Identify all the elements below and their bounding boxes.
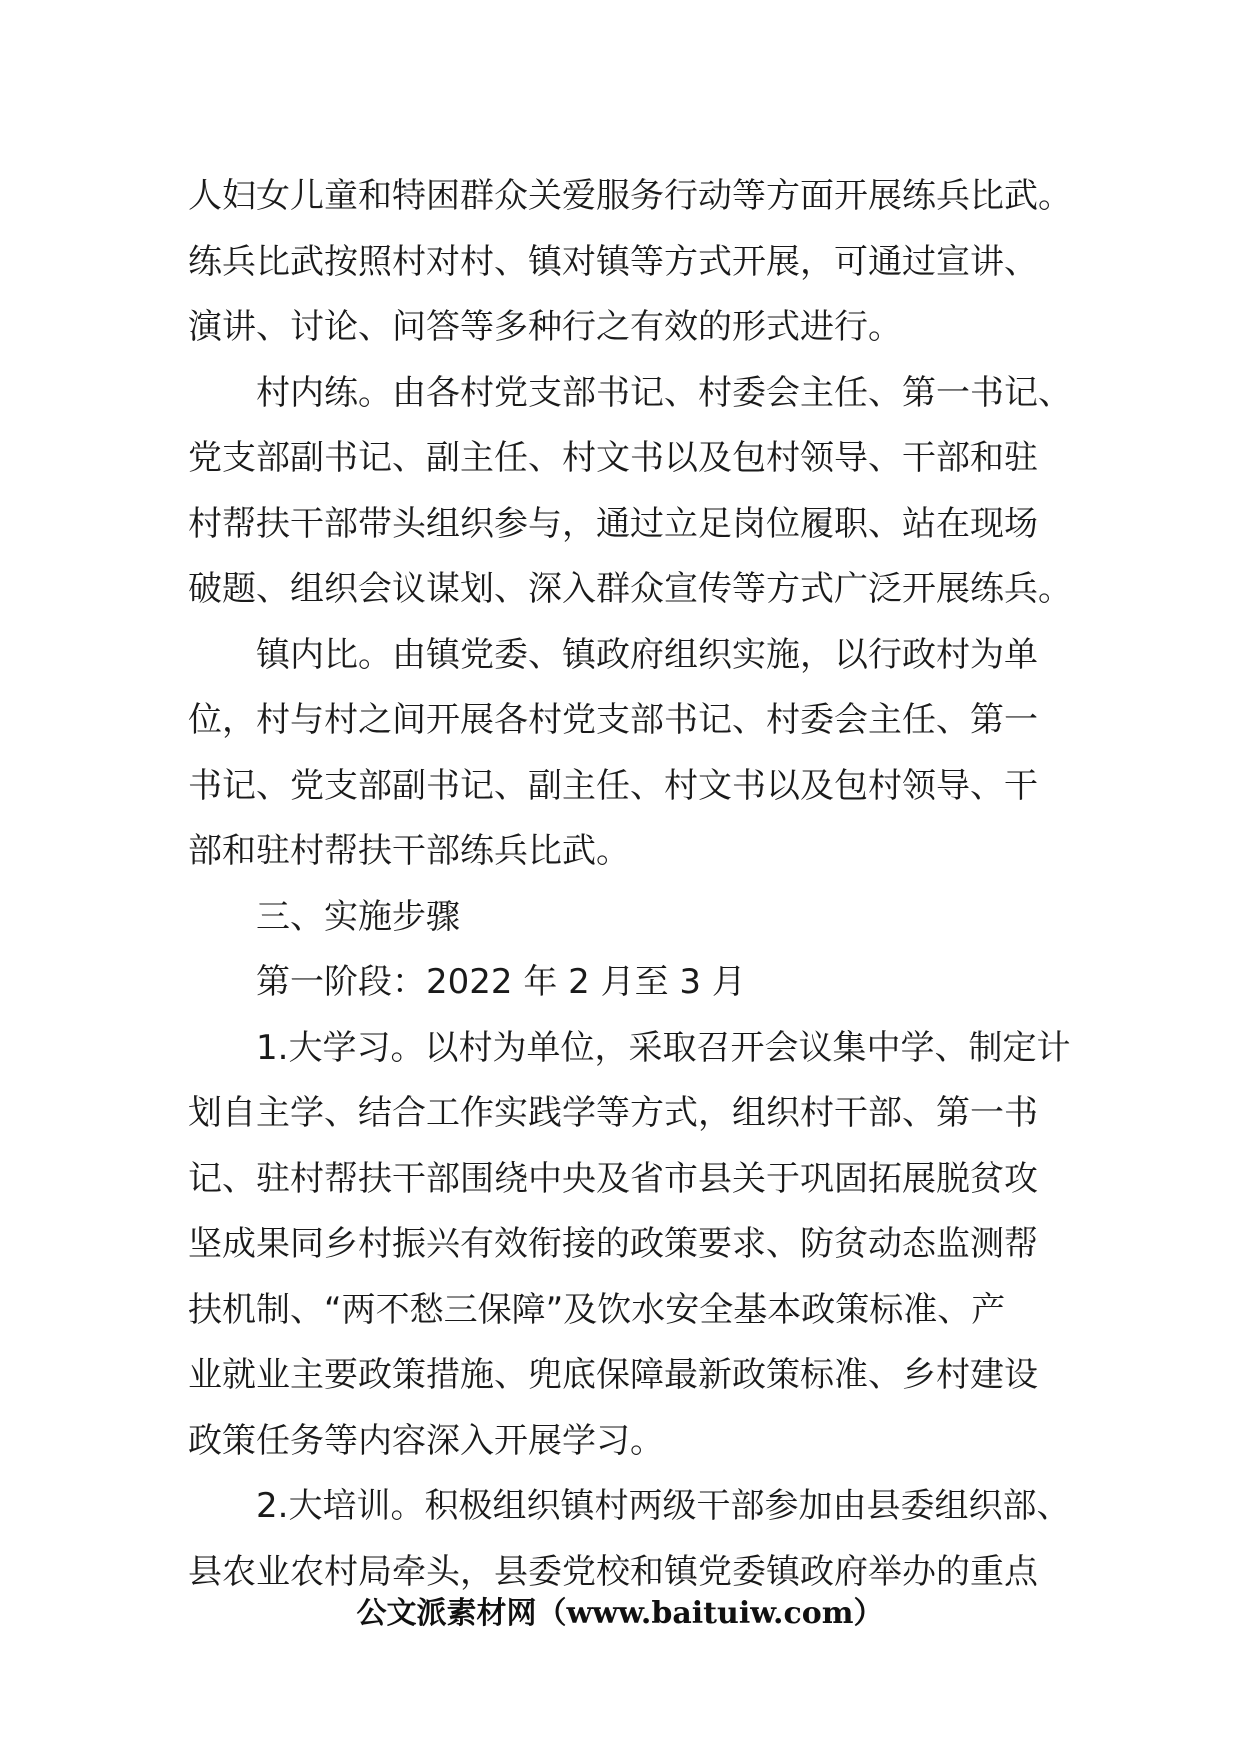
text-line: 1.大学习。以村为单位，采取召开会议集中学、制定计 [256,1027,1071,1068]
text-line: 破题、组织会议谋划、深入群众宣传等方式广泛开展练兵。 [188,569,1072,609]
text-line: 位，村与村之间开展各村党支部书记、村委会主任、第一 [188,700,1038,740]
text-line: 2.大培训。积极组织镇村两级干部参加由县委组织部、 [256,1486,1071,1526]
text-line: 人妇女儿童和特困群众关爱服务行动等方面开展练兵比武。 [188,176,1072,216]
text-line: 部和驻村帮扶干部练兵比武。 [188,831,630,871]
text-line: 镇内比。由镇党委、镇政府组织实施，以行政村为单 [256,634,1038,675]
document-body [188,164,1072,1605]
text-line: 县农业农村局牵头，县委党校和镇党委镇政府举办的重点 [188,1551,1038,1592]
text-line: 扶机制、“两不愁三保障”及饮水安全基本政策标准、产 [188,1289,1006,1330]
text-line: 演讲、讨论、问答等多种行之有效的形式进行。 [188,307,902,347]
text-line: 业就业主要政策措施、兜底保障最新政策标准、乡村建设 [188,1355,1038,1395]
text-line: 政策任务等内容深入开展学习。 [188,1420,664,1461]
text-line: 村内练。由各村党支部书记、村委会主任、第一书记、 [256,372,1072,413]
text-line: 练兵比武按照村对村、镇对镇等方式开展，可通过宣讲、 [188,241,1038,282]
footer-watermark: 公文派素材网（www.baituiw.com） [356,1596,884,1631]
text-line: 书记、党支部副书记、副主任、村文书以及包村领导、干 [188,765,1038,806]
text-line: 坚成果同乡村振兴有效衔接的政策要求、防贫动态监测帮 [188,1224,1038,1264]
text-line: 党支部副书记、副主任、村文书以及包村领导、干部和驻 [188,438,1038,478]
text-line: 划自主学、结合工作实践学等方式，组织村干部、第一书 [188,1093,1038,1133]
text-line: 记、驻村帮扶干部围绕中央及省市县关于巩固拓展脱贫攻 [188,1158,1038,1199]
text-line: 第一阶段：2022 年 2 月至 3 月 [256,962,746,1002]
text-line: 三、实施步骤 [256,896,460,937]
text-line: 村帮扶干部带头组织参与，通过立足岗位履职、站在现场 [188,503,1038,544]
